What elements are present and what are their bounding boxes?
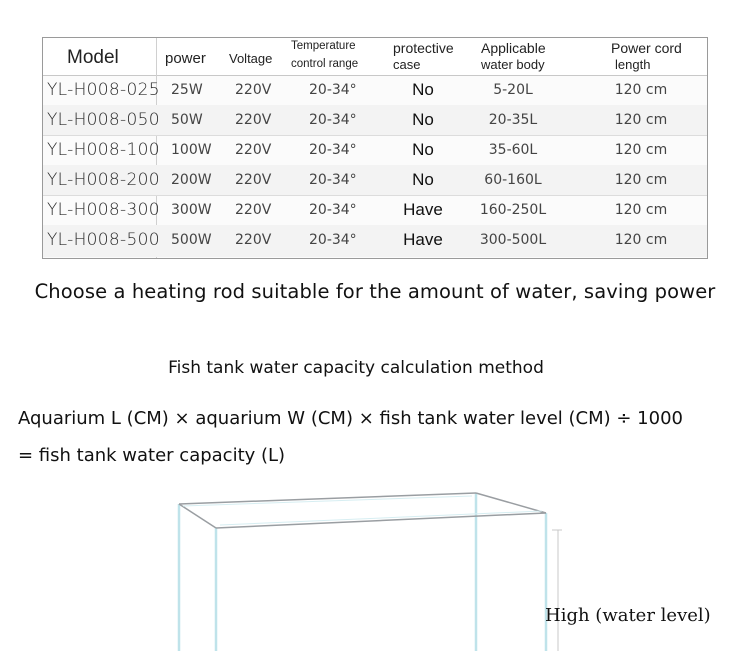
- case-cell: No: [412, 140, 434, 159]
- power-cell: 25W: [171, 82, 203, 98]
- water-body-cell: 5-20L: [493, 82, 533, 98]
- model-cell: YL-H008-050: [47, 110, 160, 130]
- voltage-cell: 220V: [235, 112, 272, 128]
- water-body-cell: 20-35L: [488, 112, 538, 128]
- header-cord-line2: length: [615, 57, 651, 72]
- header-model: Model: [67, 47, 119, 68]
- table-row: [43, 75, 707, 106]
- formula-line-2: = fish tank water capacity (L): [18, 445, 286, 466]
- tank-glass-edges: [179, 493, 546, 651]
- voltage-cell: 220V: [235, 232, 272, 248]
- temperature-cell: 20-34°: [309, 172, 357, 188]
- tagline: Choose a heating rod suitable for the amount of water, saving power: [34, 280, 716, 303]
- temperature-cell: 20-34°: [309, 202, 357, 218]
- case-cell: Have: [403, 200, 443, 219]
- power-cell: 300W: [171, 202, 212, 218]
- water-body-cell: 35-60L: [488, 142, 538, 158]
- water-level-label: High (water level): [545, 605, 711, 626]
- calculation-title: Fish tank water capacity calculation method: [168, 358, 544, 378]
- power-cell: 500W: [171, 232, 212, 248]
- temperature-cell: 20-34°: [309, 232, 357, 248]
- table-row: [43, 195, 707, 226]
- table-row: [43, 225, 707, 257]
- water-body-cell: 60-160L: [484, 172, 542, 188]
- table-row: [43, 135, 707, 166]
- power-cell: 50W: [171, 112, 203, 128]
- case-cell: No: [412, 170, 434, 189]
- temperature-cell: 20-34°: [309, 112, 357, 128]
- model-cell: YL-H008-100: [47, 140, 160, 160]
- power-cell: 100W: [171, 142, 212, 158]
- header-body-line2: water body: [481, 57, 545, 72]
- cord-length-cell: 120 cm: [614, 232, 668, 248]
- voltage-cell: 220V: [235, 82, 272, 98]
- voltage-cell: 220V: [235, 142, 272, 158]
- header-case-line1: protective: [393, 40, 454, 56]
- cord-length-cell: 120 cm: [614, 112, 668, 128]
- header-power: power: [165, 50, 206, 67]
- header-voltage: Voltage: [229, 51, 273, 66]
- formula-line-1: Aquarium L (CM) × aquarium W (CM) × fish tank water level (CM) ÷ 1000: [18, 408, 683, 429]
- power-cell: 200W: [171, 172, 212, 188]
- cord-length-cell: 120 cm: [614, 172, 668, 188]
- header-body-line1: Applicable: [481, 40, 546, 56]
- voltage-cell: 220V: [235, 172, 272, 188]
- table-row: [43, 165, 707, 196]
- header-temperature-line1: Temperature: [291, 40, 356, 52]
- voltage-cell: 220V: [235, 202, 272, 218]
- water-body-cell: 160-250L: [479, 202, 547, 218]
- water-body-cell: 300-500L: [479, 232, 547, 248]
- temperature-cell: 20-34°: [309, 82, 357, 98]
- spec-table: [42, 37, 708, 259]
- capacity-formula: [18, 400, 738, 474]
- table-row: [43, 105, 707, 136]
- cord-length-cell: 120 cm: [614, 142, 668, 158]
- table-header: [43, 38, 707, 76]
- cord-length-cell: 120 cm: [614, 202, 668, 218]
- case-cell: No: [412, 110, 434, 129]
- model-cell: YL-H008-025: [47, 80, 160, 100]
- header-cord-line1: Power cord: [611, 40, 682, 56]
- case-cell: Have: [403, 230, 443, 249]
- case-cell: No: [412, 80, 434, 99]
- model-cell: YL-H008-500: [47, 230, 160, 250]
- tank-top-rim: [179, 493, 546, 528]
- model-cell: YL-H008-200: [47, 170, 160, 190]
- header-case-line2: case: [393, 57, 421, 72]
- model-cell: YL-H008-300: [47, 200, 160, 220]
- temperature-cell: 20-34°: [309, 142, 357, 158]
- cord-length-cell: 120 cm: [614, 82, 668, 98]
- header-temperature-line2: control range: [291, 58, 359, 70]
